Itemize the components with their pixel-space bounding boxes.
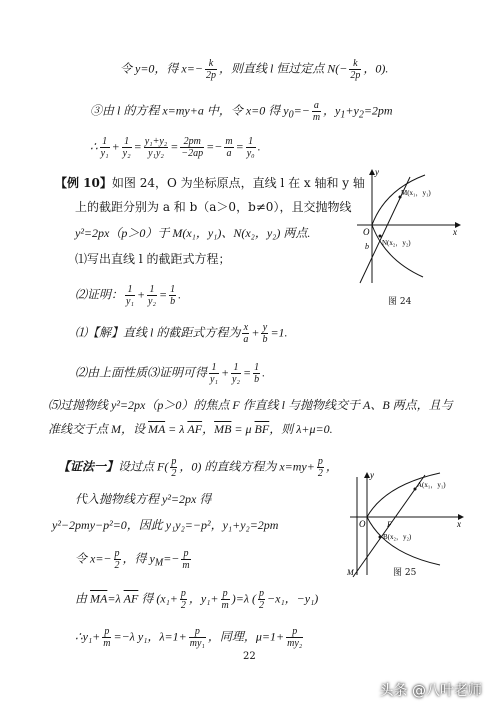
figure-24-caption: 图 24	[388, 297, 412, 307]
figure-25	[345, 465, 470, 580]
fig25-label-y: y	[370, 470, 374, 480]
fig25-label-o: O	[359, 519, 366, 529]
text-line-6: y²=2px（p＞0）于 M(x₁，y₁)、N(x₂，y₂) 两点.	[75, 226, 311, 240]
text-line-1: 令 y=0，得 x=− $\frac{k}{2p}$ ，则直线 l 恒过定点 N(− $\frac{k}{2p}$ ，0).	[120, 58, 389, 81]
text-line-13: 【证法一】设过点 F( $\frac{p}{2}$ ，0) 的直线方程为 x=my+ $\frac{p}{2}$ ，	[58, 456, 338, 479]
fig25-label-b: B(x₂，y₂)	[383, 533, 412, 541]
fig24-label-o: O	[363, 227, 370, 237]
fig24-label-n: N(x₂，y₂)	[382, 239, 411, 247]
figure-25-caption: 图 25	[393, 568, 417, 578]
text-line-9: ⑴【解】直线 l 的截距式方程为 $\frac{x}{a}$ + $\frac{y}{b}$ =1.	[75, 322, 288, 345]
text-line-4: 【例 10】如图 24，O 为坐标原点，直线 l 在 x 轴和 y 轴	[55, 176, 365, 190]
example-header: 【例 10】	[55, 176, 112, 190]
text-line-11: ⑸过抛物线 y²=2px（p＞0）的焦点 F 作直线 l 与抛物线交于 A、B 两点，且与	[48, 398, 453, 412]
fig24-label-m: M(x₁，y₁)	[401, 189, 431, 197]
text-line-2: ③由 l 的方程 x=my+a 中，令 x=0 得 $y_0=-$ $\frac{a}{m}$ ，$y_1+y_2=2pm$	[90, 100, 393, 123]
text-line-15: y²−2pmy−p²=0，因此 y₁y₂=−p²，y₁+y₂=2pm	[52, 518, 279, 532]
text-line-7: ⑴写出直线 l 的截距式方程；	[75, 252, 231, 266]
fig24-label-x: x	[453, 227, 457, 237]
text-line-8: ⑵证明： $\frac{1}{\text{y₁}}$ + $\frac{1}{\text{y₂}}$ = $\frac{1}{b}$ .	[75, 284, 182, 307]
text-line-10: ⑵由上面性质⑶证明可得 $\frac{1}{\text{y₁}}$ + $\frac{1}{\text{y₂}}$ = $\frac{1}{b}$ .	[75, 362, 266, 385]
text-line-14: 代入抛物线方程 y²=2px 得	[75, 492, 212, 506]
figure-24	[345, 165, 465, 290]
text-line-12: 准线交于点 M，设 $\overline{MA} = \lambda$ $\overline{AF}$，$\overline{MB} = \mu$ $\overline{BF}$，则 λ+μ=0.	[48, 422, 333, 436]
text-line-17: 由 $\overline{MA}=\lambda$ $\overline{AF}$ 得 (x₁+ $\frac{p}{2}$ ，y₁+ $\frac{p}{m}$ )=λ ( $\frac{p}{2}$ −x₁，−y₁)	[75, 588, 319, 611]
text-line-5: 上的截距分别为 a 和 b（a＞0，b≠0），且交抛物线	[75, 200, 352, 214]
fig25-label-f: F	[387, 520, 392, 529]
watermark: 头条 @八叶老师	[379, 683, 482, 699]
text-line-3: ∴ $\frac{1}{\text{y₁}}$ + $\frac{1}{\text{y₂}}$ = $\frac{\text{y₁+y₂}}{\text{y₁y₂}}$ = $\frac{2pm}{-2ap}$ =− $\frac{m}{a}$ = $\frac{1}{\text{y₀}}$ .	[90, 136, 261, 159]
fig25-label-m: M	[347, 568, 354, 577]
text-line-16: 令 x=− $\frac{p}{2}$ ，得 $y_M=-$ $\frac{p}{m}$	[75, 548, 190, 571]
text-line-18: ∴y₁+ $\frac{p}{m}$ =−λ y₁，λ=1+ $\frac{p}{\text{my₁}}$ ，同理，μ=1+ $\frac{p}{\text{my₂}}$	[75, 626, 303, 649]
fig24-label-b: b	[365, 242, 369, 251]
fig25-label-x: x	[457, 519, 461, 529]
fig24-label-y: y	[375, 167, 379, 177]
page-number: 22	[243, 651, 256, 662]
fig25-label-a: A(x₁，y₁)	[417, 481, 446, 489]
proof-header: 【证法一】	[58, 459, 119, 474]
